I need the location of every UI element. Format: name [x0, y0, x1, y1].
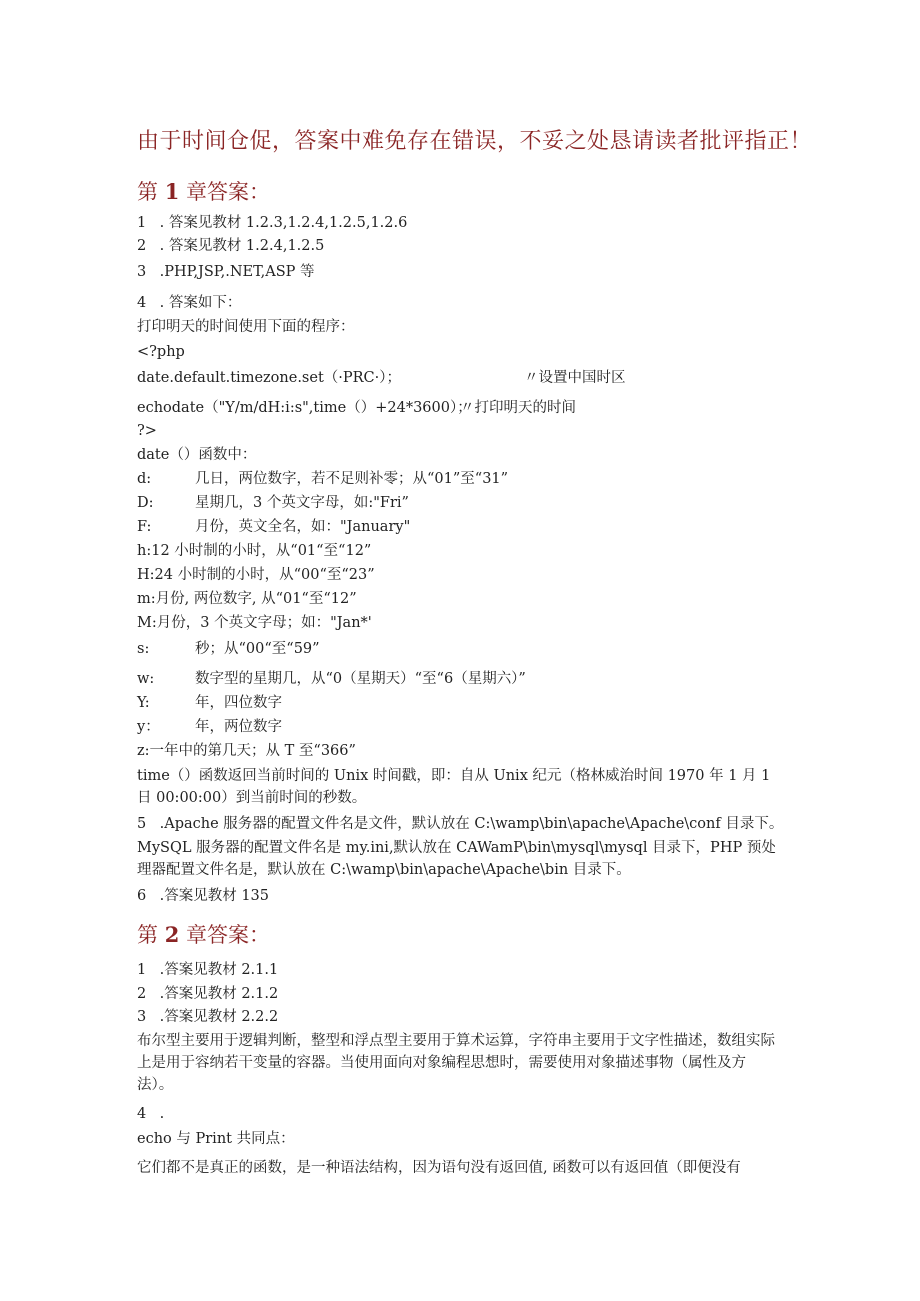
chapter-1-title-post: 章答案： [186, 180, 270, 204]
format-row [137, 742, 356, 760]
format-desc: 年，四位数字 [195, 695, 282, 711]
ch2-item-1 [137, 961, 278, 979]
format-row [137, 614, 372, 632]
format-key: Y: [137, 695, 150, 711]
ch1-item-5 [137, 815, 783, 833]
format-row [137, 694, 282, 712]
ch2-item-1-num: 1 [137, 962, 147, 978]
format-row [137, 590, 357, 608]
format-key: d: [137, 471, 152, 487]
format-row [137, 640, 320, 658]
format-row [137, 470, 508, 488]
code-comment-1: 〃设置中国时区 [524, 370, 626, 386]
format-key: w: [137, 671, 155, 687]
chapter-2-title-num: 2 [164, 922, 180, 947]
ch1-item-6 [137, 887, 269, 905]
ch1-item-3 [137, 263, 315, 281]
ch1-item-4-text: . 答案如下： [159, 295, 242, 311]
format-desc: h:12 小时制的小时，从“01“至“12” [137, 543, 372, 559]
format-row [137, 494, 409, 512]
chapter-1-heading [137, 176, 270, 206]
ch2-item-3-num: 3 [137, 1009, 147, 1025]
ch2-item-3 [137, 1008, 278, 1026]
format-desc: 秒；从“00“至“59” [195, 641, 320, 657]
chapter-1-title-num: 1 [164, 179, 180, 204]
echo-print-description: 它们都不是真正的函数，是一种语法结构，因为语句没有返回值, 函数可以有返回值（即便没有 [137, 1160, 741, 1176]
ch2-item-2-num: 2 [137, 986, 147, 1002]
format-desc: 数字型的星期几，从“0（星期天）“至“6（星期六）” [195, 671, 526, 687]
code-open-tag: <?php [137, 344, 185, 360]
ch1-item-2 [137, 237, 324, 255]
date-intro: date（）函数中： [137, 447, 257, 463]
ch1-item-6-text: .答案见教材 135 [159, 888, 270, 904]
format-key: F: [137, 519, 152, 535]
chapter-1-title-pre: 第 [137, 180, 158, 204]
code-comment-2: 〃打印明天的时间 [460, 400, 576, 416]
format-desc: M:月份，3 个英文字母；如："Jan*' [137, 615, 372, 631]
ch1-item-4-num: 4 [137, 295, 147, 311]
ch2-item-1-text: .答案见教材 2.1.1 [159, 962, 279, 978]
ch2-item-3-text: .答案见教材 2.2.2 [159, 1009, 279, 1025]
ch1-item-5-text: .Apache 服务器的配置文件名是文件，默认放在 C:\wamp\bin\apache\Apache\conf 目录下。 [159, 816, 784, 832]
chapter-2-title-post: 章答案： [186, 923, 270, 947]
ch2-item-4-text: . [159, 1106, 165, 1122]
format-desc: H:24 小时制的小时，从“00“至“23” [137, 567, 375, 583]
format-desc: z:一年中的第几天；从 T 至“366” [137, 743, 356, 759]
errata-notice: 由于时间仓促，答案中难免存在错误，不妥之处恳请读者批评指正！ [137, 129, 813, 154]
ch1-item-1 [137, 214, 407, 232]
ch2-item-2 [137, 985, 278, 1003]
mysql-config-description: MySQL 服务器的配置文件名是 my.ini,默认放在 CAWamP\bin\mysql\mysql 目录下，PHP 预处理器配置文件名是，默认放在 C:\wamp\bin\apache\Apache\bin 目录下。 [137, 840, 776, 878]
format-key: s: [137, 641, 150, 657]
time-description: time（）函数返回当前时间的 Unix 时间戳，即：自从 Unix 纪元（格林威治时间 1970 年 1 月 1 日 00:00:00）到当前时间的秒数。 [137, 768, 771, 806]
format-row [137, 718, 282, 736]
chapter-2-title-pre: 第 [137, 923, 158, 947]
ch1-item-6-num: 6 [137, 888, 147, 904]
code-line-2: echodate（"Y/m/dH:i:s",time（）+24*3600）； [137, 400, 472, 416]
chapter-2-heading [137, 919, 270, 949]
ch2-item-2-text: .答案见教材 2.1.2 [159, 986, 279, 1002]
format-row [137, 566, 375, 584]
ch1-item-3-text: .PHP,JSP,.NET,ASP 等 [159, 264, 315, 280]
format-desc: m:月份, 两位数字, 从“01“至“12” [137, 591, 357, 607]
ch1-item-1-text: . 答案见教材 1.2.3,1.2.4,1.2.5,1.2.6 [159, 215, 408, 231]
format-desc: 月份，英文全名，如："January" [195, 519, 411, 535]
format-key: D: [137, 495, 154, 511]
format-desc: 年，两位数字 [195, 719, 282, 735]
ch1-item-4 [137, 294, 241, 312]
ch1-item-2-num: 2 [137, 238, 147, 254]
format-row [137, 670, 526, 688]
ch1-item-5-num: 5 [137, 816, 147, 832]
ch2-item-4 [137, 1105, 164, 1123]
format-desc: 星期几，3 个英文字母，如:"Fri” [195, 495, 409, 511]
format-key: y： [137, 719, 160, 735]
format-desc: 几日，两位数字，若不足则补零；从“01”至“31” [195, 471, 509, 487]
code-close-tag: ?> [137, 423, 157, 439]
ch1-item-1-num: 1 [137, 215, 147, 231]
format-row [137, 542, 371, 560]
ch1-item-3-num: 3 [137, 264, 147, 280]
data-types-description: 布尔型主要用于逻辑判断，整型和浮点型主要用于算术运算，字符串主要用于文字性描述，数组实际上是用于容纳若干变量的容器。当使用面向对象编程思想时，需要使用对象描述事物（属性及方法）。 [137, 1033, 775, 1093]
ch2-item-4-num: 4 [137, 1106, 147, 1122]
ch1-item-2-text: . 答案见教材 1.2.4,1.2.5 [159, 238, 325, 254]
format-row [137, 518, 410, 536]
echo-print-heading: echo 与 Print 共同点： [137, 1131, 295, 1147]
code-line-1: date.default.timezone.set（·PRC·）； [137, 370, 402, 386]
ch1-intro: 打印明天的时间使用下面的程序： [137, 319, 355, 335]
